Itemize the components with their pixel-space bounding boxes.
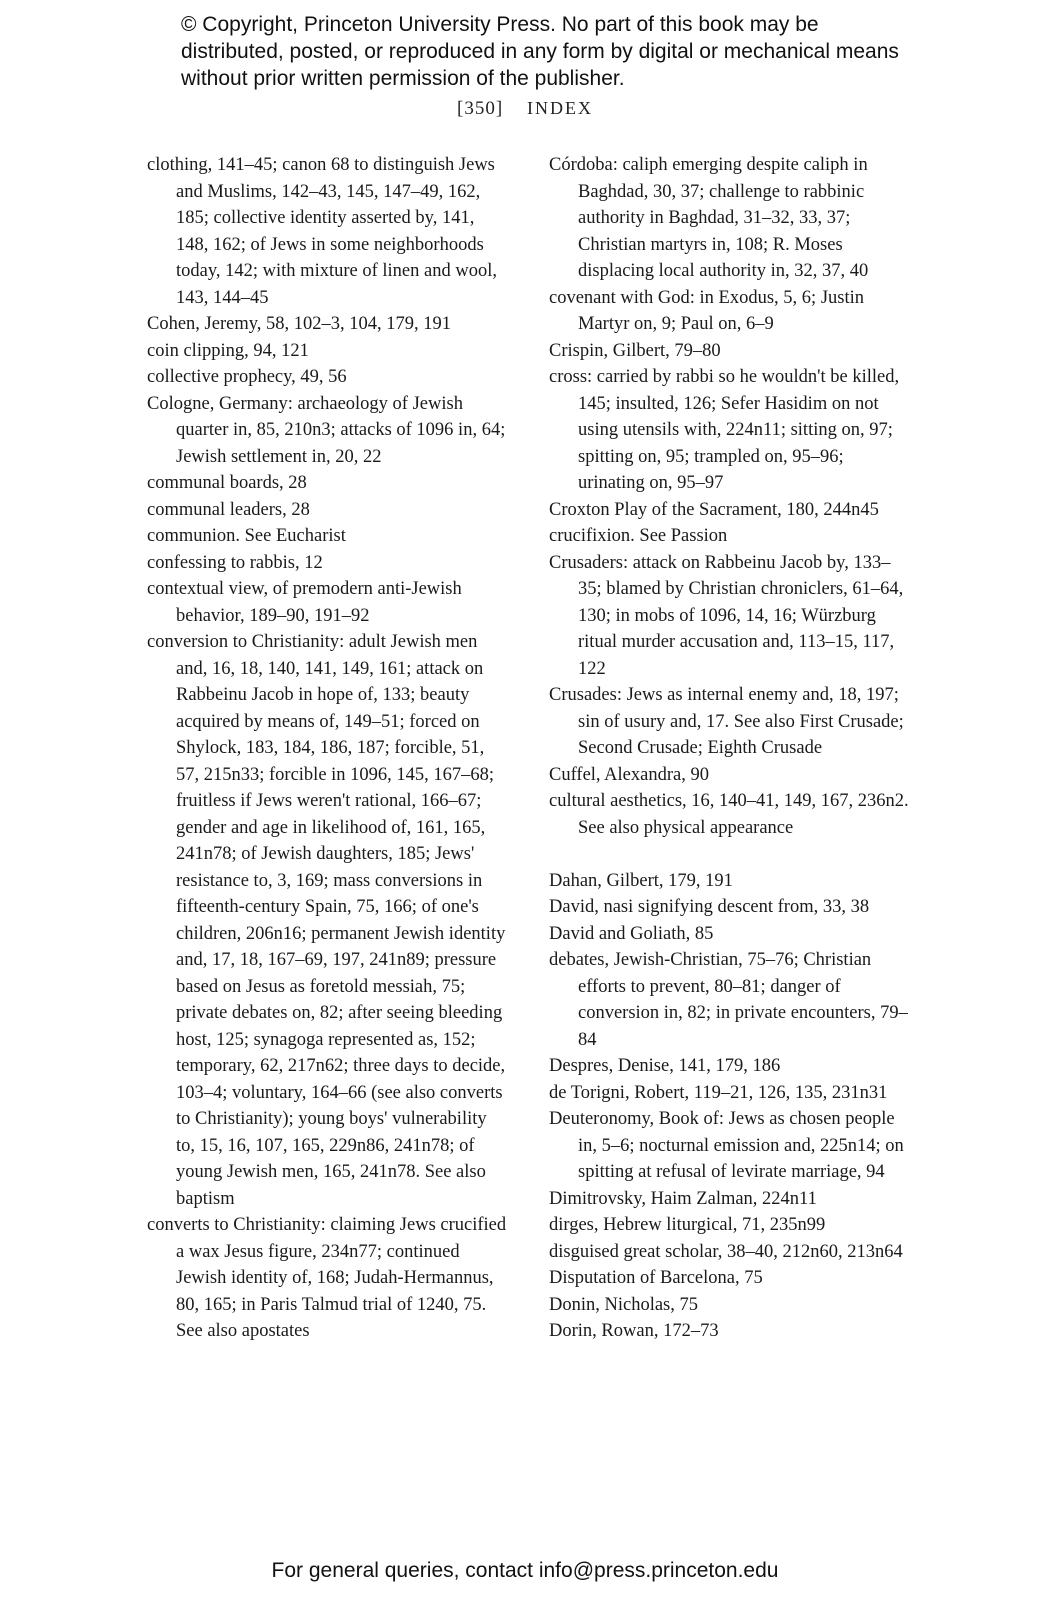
index-entry: Cologne, Germany: archaeology of Jewish quarter in, 85, 210n3; attacks of 1096 in, 64; Jewish settlement in, 20, 22 <box>147 393 506 467</box>
index-entry: Dahan, Gilbert, 179, 191 <box>549 870 733 891</box>
index-column-right <box>549 152 914 1345</box>
page-number: [350] <box>457 98 504 119</box>
index-entry: Despres, Denise, 141, 179, 186 <box>549 1056 781 1076</box>
copyright-notice: © Copyright, Princeton University Press. No part of this book may be distributed, posted, or reproduced in any form by digital or mechanical means without prior written permission of the publisher. <box>181 13 899 90</box>
index-entry: clothing, 141–45; canon 68 to distinguish Jews and Muslims, 142–43, 145, 147–49, 162, 185; collective identity asserted by, 141, 148, 162; of Jews in some neighborhoods today, 142; with mixture of linen and wool, 143, 144–45 <box>147 155 497 308</box>
index-entry: Disputation of Barcelona, 75 <box>549 1268 763 1288</box>
index-entry: Cohen, Jeremy, 58, 102–3, 104, 179, 191 <box>147 314 452 334</box>
contact-footer: For general queries, contact info@press.princeton.edu <box>271 1559 779 1582</box>
index-entry: communion. See Eucharist <box>147 526 346 546</box>
index-entry: Dorin, Rowan, 172–73 <box>549 1321 719 1341</box>
index-entry: disguised great scholar, 38–40, 212n60, 213n64 <box>549 1241 903 1262</box>
running-header <box>0 98 1050 120</box>
index-entry: Donin, Nicholas, 75 <box>549 1294 699 1315</box>
index-entry: Croxton Play of the Sacrament, 180, 244n45 <box>549 499 879 520</box>
index-entry: communal leaders, 28 <box>147 499 310 520</box>
index-entry: Córdoba: caliph emerging despite caliph in Baghdad, 30, 37; challenge to rabbinic authority in Baghdad, 31–32, 33, 37; Christian martyrs in, 108; R. Moses displacing local authority in, 32, 37, 40 <box>549 155 869 281</box>
index-entry: coin clipping, 94, 121 <box>147 340 309 361</box>
index-entry: Dimitrovsky, Haim Zalman, 224n11 <box>549 1188 817 1209</box>
index-entry: de Torigni, Robert, 119–21, 126, 135, 231n31 <box>549 1082 888 1103</box>
section-title: INDEX <box>526 98 593 118</box>
index-entry: confessing to rabbis, 12 <box>147 552 323 573</box>
index-entry: cultural aesthetics, 16, 140–41, 149, 167, 236n2. See also physical appearance <box>549 791 909 838</box>
index-entry: Cuffel, Alexandra, 90 <box>549 764 709 785</box>
index-entry: David, nasi signifying descent from, 33, 38 <box>549 897 870 917</box>
index-entry: dirges, Hebrew liturgical, 71, 235n99 <box>549 1215 826 1235</box>
index-entry: communal boards, 28 <box>147 473 307 493</box>
index-column-left <box>147 152 509 1345</box>
index-entry: conversion to Christianity: adult Jewish men and, 16, 18, 140, 141, 149, 161; attack on Rabbeinu Jacob in hope of, 133; beauty acquired by means of, 149–51; forced on Shylock, 183, 184, 186, 187; forcible, 51, 57, 215n33; forcible in 1096, 145, 167–68; fruitless if Jews weren't rational, 166–67; gender and age in likelihood of, 161, 165, 241n78; of Jewish daughters, 185; Jews' resistance to, 3, 169; mass conversions in fifteenth-century Spain, 75, 166; of one's children, 206n16; permanent Jewish identity and, 17, 18, 167–69, 197, 241n89; pressure based on Jesus as foretold messiah, 75; private debates on, 82; after seeing bleeding host, 125; synagoga represented as, 152; temporary, 62, 217n62; three days to decide, 103–4; voluntary, 164–66 (see also converts to Christianity); young boys' vulnerability to, 15, 16, 107, 165, 229n86, 241n78; of young Jewish men, 165, 241n78. See also baptism <box>147 632 506 1209</box>
index-entry: Crusaders: attack on Rabbeinu Jacob by, 133–35; blamed by Christian chroniclers, 61–64, 130; in mobs of 1096, 14, 16; Würzburg ritual murder accusation and, 113–15, 117, 122 <box>549 552 904 679</box>
index-entry: cross: carried by rabbi so he wouldn't be killed, 145; insulted, 126; Sefer Hasidim on not using utensils with, 224n11; sitting on, 97; spitting on, 95; trampled on, 95–96; urinating on, 95–97 <box>549 367 900 493</box>
index-entry: Crusades: Jews as internal enemy and, 18, 197; sin of usury and, 17. See also First Crusade; Second Crusade; Eighth Crusade <box>549 685 904 758</box>
index-entry: David and Goliath, 85 <box>549 923 714 944</box>
index-entry: collective prophecy, 49, 56 <box>147 367 347 387</box>
index-entry: converts to Christianity: claiming Jews crucified a wax Jesus figure, 234n77; continued Jewish identity of, 168; Judah-Hermannus, 80, 165; in Paris Talmud trial of 1240, 75. See also apostates <box>147 1215 507 1341</box>
index-entry: contextual view, of premodern anti-Jewish behavior, 189–90, 191–92 <box>147 579 462 626</box>
index-entry: crucifixion. See Passion <box>549 526 728 546</box>
index-entry: covenant with God: in Exodus, 5, 6; Justin Martyr on, 9; Paul on, 6–9 <box>549 287 864 334</box>
index-entry: debates, Jewish-Christian, 75–76; Christian efforts to prevent, 80–81; danger of conversion in, 82; in private encounters, 79–84 <box>549 950 908 1050</box>
index-entry: Crispin, Gilbert, 79–80 <box>549 340 721 361</box>
index-entry: Deuteronomy, Book of: Jews as chosen people in, 5–6; nocturnal emission and, 225n14; on spitting at refusal of levirate marriage, 94 <box>549 1109 904 1182</box>
